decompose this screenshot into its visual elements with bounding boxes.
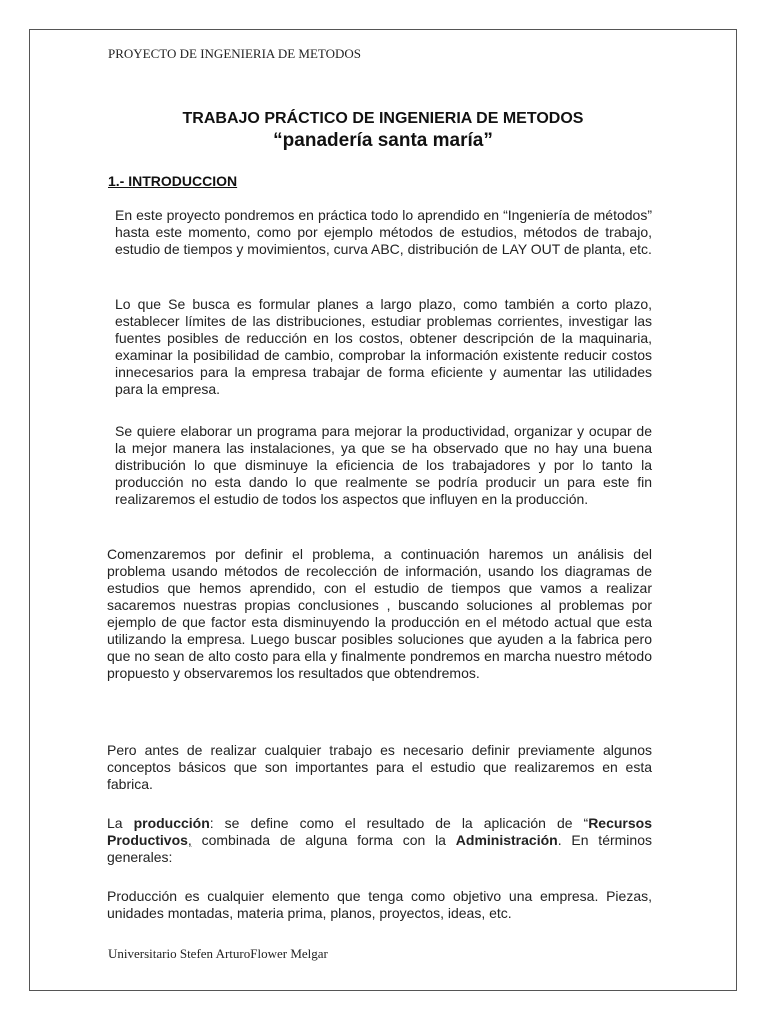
document-page: [29, 29, 737, 991]
document-subtitle: “panadería santa maría”: [273, 130, 493, 151]
page-footer: Universitario Stefen ArturoFlower Melgar: [108, 946, 328, 961]
paragraph-2: Lo que Se busca es formular planes a largo plazo, como también a corto plazo, establecer límites de las distribuciones, estudiar problemas corrientes, investigar las fuentes posibles de reducción en los costos, obtener descripción de la maquinaria, examinar la posibilidad de cambio, comprobar la información existente reducir costos innecesarios para la empresa trabajar de forma eficiente y aumentar las utilidades para la empresa.: [115, 296, 652, 397]
p6-text-4: combinada de alguna forma con la: [191, 832, 456, 848]
p6-underlined-comma: ,: [187, 832, 192, 848]
paragraph-3: Se quiere elaborar un programa para mejorar la productividad, organizar y ocupar de la mejor manera las instalaciones, ya que se ha observado que no hay una buena distribución lo que disminuye la eficiencia de los trabajadores y por lo tanto la producción no esta dando lo que realmente se podría producir un para este fin realizaremos el estudio de todos los aspectos que influyen en la producción.: [115, 423, 652, 507]
document-title: TRABAJO PRÁCTICO DE INGENIERIA DE METODOS: [182, 110, 584, 127]
p6-text-5: . En términos generales:: [107, 832, 652, 865]
term-administracion: Administración: [455, 832, 558, 848]
term-produccion: producción: [133, 815, 210, 831]
section-heading-introduccion: 1.- INTRODUCCION: [108, 173, 238, 189]
page-header: PROYECTO DE INGENIERIA DE METODOS: [108, 46, 362, 61]
p6-text-1: La: [107, 815, 134, 831]
paragraph-1: En este proyecto pondremos en práctica todo lo aprendido en “Ingeniería de métodos” hasta este momento, como por ejemplo métodos de estudios, métodos de trabajo, estudio de tiempos y movimientos, curva ABC, distribución de LAY OUT de planta, etc.: [115, 207, 652, 257]
paragraph-7: Producción es cualquier elemento que tenga como objetivo una empresa. Piezas, unidades montadas, materia prima, planos, proyectos, ideas, etc.: [107, 888, 652, 921]
paragraph-5: Pero antes de realizar cualquier trabajo es necesario definir previamente algunos conceptos básicos que son importantes para el estudio que realizaremos en esta fabrica.: [107, 742, 652, 792]
paragraph-6: [107, 815, 652, 866]
paragraph-4: Comenzaremos por definir el problema, a continuación haremos un análisis del problema usando métodos de recolección de información, usando los diagramas de estudios que hemos aprendido, con el estudio de tiempos que vamos a realizar sacaremos nuestras propias conclusiones , buscando soluciones al problemas por ejemplo de que factor esta disminuyendo la producción en el método actual que esta utilizando la empresa. Luego buscar posibles soluciones que ayuden a la fabrica pero que no sean de alto costo para ella y finalmente pondremos en marcha nuestro método propuesto y observaremos los resultados que obtendremos.: [107, 546, 652, 681]
term-recursos-productivos: Recursos Productivos: [107, 815, 652, 848]
p6-text-2: : se define como el resultado de la aplicación de “: [209, 815, 589, 831]
